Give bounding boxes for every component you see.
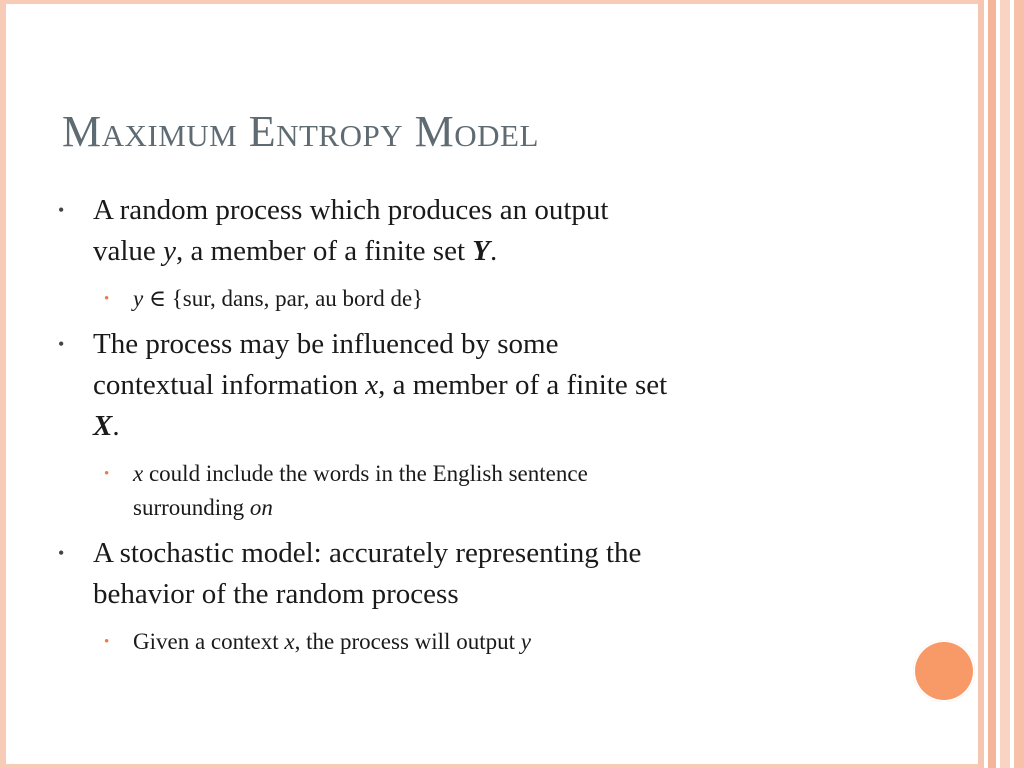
math-variable: y bbox=[133, 286, 144, 311]
bullet-dot-icon: • bbox=[58, 543, 65, 563]
bullet-text: A random process which produces an output bbox=[93, 194, 609, 226]
decorative-stripe bbox=[1000, 0, 1010, 768]
bullet-text-line bbox=[93, 190, 958, 231]
frame-bottom bbox=[0, 764, 1024, 768]
frame-left bbox=[0, 0, 6, 768]
decorative-stripe bbox=[988, 0, 996, 768]
sub-bullet-text: Given a context bbox=[133, 629, 285, 654]
sub-bullet-item bbox=[58, 457, 958, 525]
bullet-text-line bbox=[93, 406, 958, 447]
sub-bullet-text-line bbox=[133, 491, 958, 525]
bullet-dot-icon: • bbox=[58, 334, 65, 354]
sub-bullet-item bbox=[58, 282, 958, 316]
bullet-text-line bbox=[93, 365, 958, 406]
bullet-dot-icon: • bbox=[104, 634, 110, 650]
math-variable: y bbox=[520, 629, 531, 654]
bullet-text: value bbox=[93, 235, 164, 267]
bullet-text: contextual information bbox=[93, 369, 366, 401]
decorative-stripe bbox=[1014, 0, 1024, 768]
bullet-text: , a member of a finite set bbox=[175, 235, 473, 267]
bullet-dot-icon: • bbox=[104, 291, 110, 307]
bullet-text: The process may be influenced by some bbox=[93, 328, 559, 360]
math-set: Y bbox=[472, 235, 490, 267]
sub-bullet-text: ∈ {sur, dans, par, au bord de} bbox=[143, 286, 424, 311]
bullet-text: A stochastic model: accurately representing the bbox=[93, 537, 642, 569]
bullet-text: . bbox=[490, 235, 498, 267]
bullet-dot-icon: • bbox=[104, 466, 110, 482]
math-variable: y bbox=[163, 235, 176, 267]
sub-bullet-text: surrounding bbox=[133, 495, 250, 520]
math-set: X bbox=[93, 410, 113, 442]
bullet-text-line bbox=[93, 574, 958, 615]
sub-bullet-item bbox=[58, 625, 958, 659]
bullet-dot-icon: • bbox=[58, 200, 65, 220]
bullet-text-line bbox=[93, 231, 958, 272]
math-variable: x bbox=[133, 461, 144, 486]
sub-bullet-text: , the process will output bbox=[294, 629, 521, 654]
bullet-item bbox=[58, 190, 958, 272]
bullet-item bbox=[58, 324, 958, 447]
math-variable: x bbox=[284, 629, 295, 654]
slide-body bbox=[58, 190, 958, 659]
bullet-text: , a member of a finite set bbox=[378, 369, 668, 401]
bullet-text: . bbox=[112, 410, 120, 442]
slide-title: Maximum Entropy Model bbox=[62, 107, 539, 156]
sub-bullet-text: could include the words in the English sentence bbox=[143, 461, 588, 486]
bullet-text-line bbox=[93, 533, 958, 574]
sub-bullet-text-line bbox=[133, 457, 958, 491]
math-variable: on bbox=[249, 495, 273, 520]
bullet-text-line bbox=[93, 324, 958, 365]
bullet-item bbox=[58, 533, 958, 615]
math-variable: x bbox=[365, 369, 379, 401]
bullet-text: behavior of the random process bbox=[93, 578, 459, 610]
frame-top bbox=[0, 0, 1024, 4]
